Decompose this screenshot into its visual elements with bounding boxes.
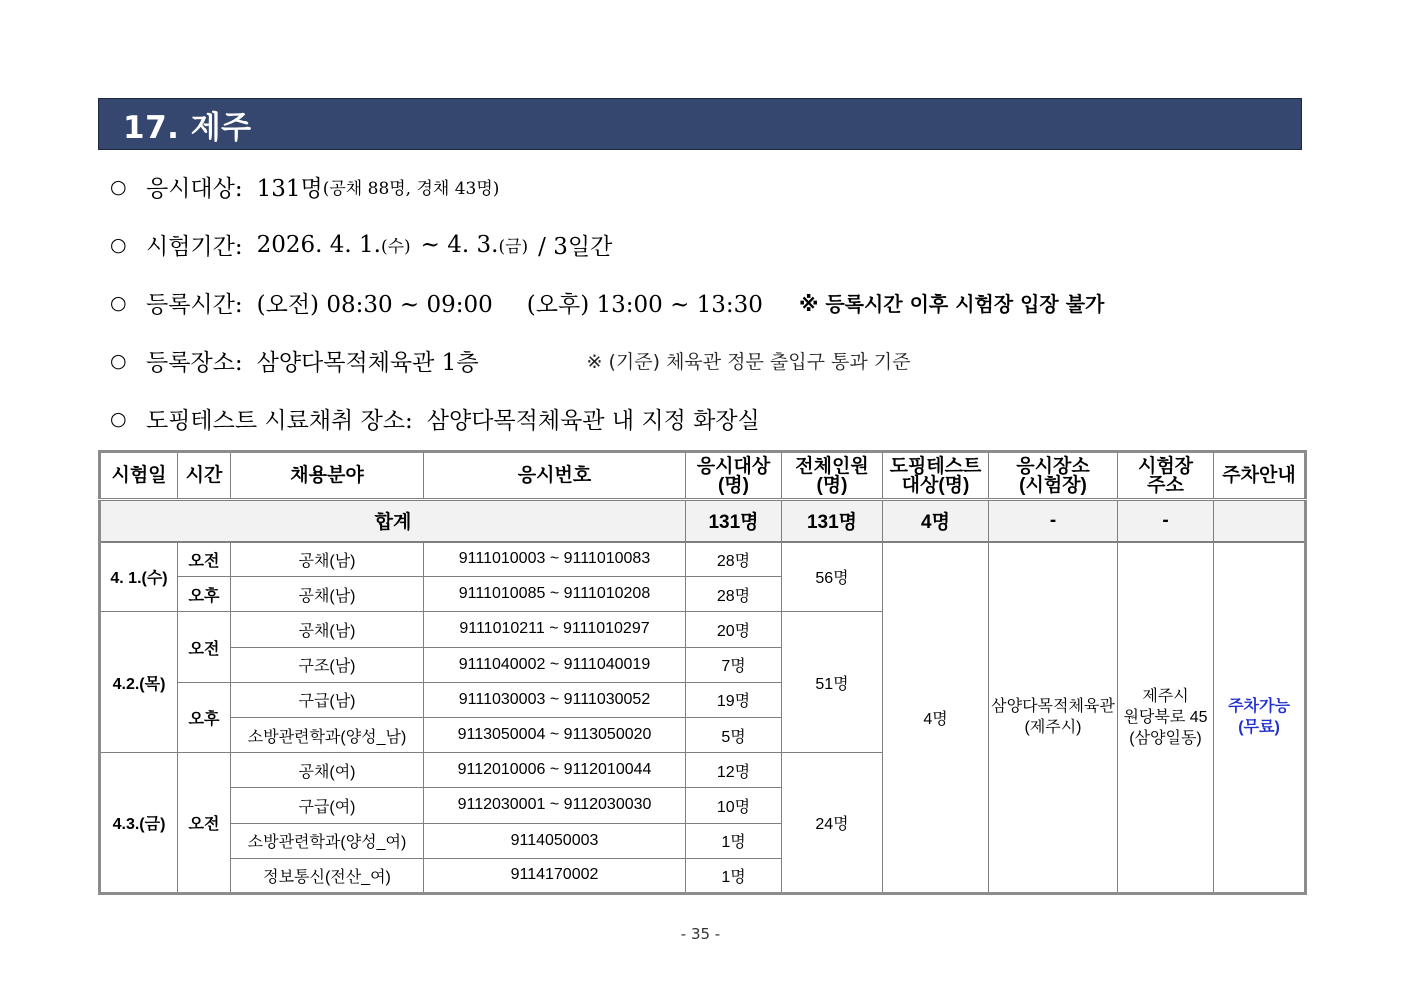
exam-time: 오전 — [178, 542, 231, 577]
header-address — [1118, 452, 1214, 500]
header-line: 응시장소 — [1016, 455, 1090, 477]
circle-bullet-icon: ○ — [110, 291, 127, 314]
field-cell: 구급(남) — [231, 682, 424, 717]
total-doping: 4명 — [883, 500, 989, 542]
exam-time: 오후 — [178, 577, 231, 612]
number-cell: 9111010085 ~ 9111010208 — [424, 577, 686, 612]
header-doping — [883, 452, 989, 500]
circle-bullet-icon: ○ — [110, 233, 127, 256]
period-duration: / 3일간 — [538, 234, 613, 260]
parking-line: (무료) — [1238, 719, 1280, 737]
bullet-registration-place — [110, 344, 911, 377]
field-cell: 공채(남) — [231, 612, 424, 647]
total-address: - — [1118, 500, 1214, 542]
total-row — [100, 500, 1306, 542]
field-cell: 소방관련학과(양성_남) — [231, 717, 424, 752]
section-title: 17. 제주 — [123, 109, 252, 146]
header-line: 시험장 — [1137, 455, 1194, 477]
table-row — [100, 542, 1306, 577]
exam-time: 오후 — [178, 682, 231, 752]
bullet-detail: (공채 88명, 경채 43명) — [322, 179, 500, 199]
registration-place: 삼양다목적체육관 1층 — [256, 350, 479, 376]
group-total: 56명 — [782, 542, 883, 612]
bullet-exam-period — [110, 228, 612, 261]
bullet-label: 도핑테스트 시료채취 장소: — [146, 408, 413, 434]
header-line: 도핑테스트 — [889, 455, 982, 477]
parking-line: 주차가능 — [1228, 698, 1290, 716]
bullet-label: 응시대상: — [146, 176, 243, 202]
applicants-cell: 1명 — [686, 858, 782, 893]
field-cell: 공채(여) — [231, 753, 424, 788]
bullet-applicants — [110, 170, 499, 203]
period-end: ~ 4. 3. — [420, 231, 499, 258]
doping-place: 삼양다목적체육관 내 지정 화장실 — [426, 408, 760, 434]
exam-time: 오전 — [178, 753, 231, 894]
group-total: 51명 — [782, 612, 883, 753]
exam-date: 4. 1.(수) — [100, 542, 178, 612]
header-line: (명) — [816, 474, 848, 496]
address-cell — [1118, 542, 1214, 894]
field-cell: 정보통신(전산_여) — [231, 858, 424, 893]
parking-cell — [1214, 542, 1306, 894]
applicants-cell: 7명 — [686, 647, 782, 682]
applicants-cell: 5명 — [686, 717, 782, 752]
applicants-cell: 12명 — [686, 753, 782, 788]
number-cell: 9113050004 ~ 9113050020 — [424, 717, 686, 752]
applicants-cell: 10명 — [686, 788, 782, 823]
header-time: 시간 — [178, 452, 231, 500]
total-applicants: 131명 — [686, 500, 782, 542]
field-cell: 공채(남) — [231, 577, 424, 612]
number-cell: 9111040002 ~ 9111040019 — [424, 647, 686, 682]
header-line: 대상(명) — [901, 474, 970, 496]
header-venue — [989, 452, 1118, 500]
field-cell: 공채(남) — [231, 542, 424, 577]
venue-cell — [989, 542, 1118, 894]
field-cell: 구조(남) — [231, 647, 424, 682]
total-all: 131명 — [782, 500, 883, 542]
bullet-label: 등록장소: — [146, 350, 243, 376]
address-line: 제주시 — [1142, 687, 1189, 705]
registration-place-note: ※ (기준) 체육관 정문 출입구 통과 기준 — [586, 351, 911, 373]
circle-bullet-icon: ○ — [110, 349, 127, 372]
venue-line: (제주시) — [1024, 719, 1082, 737]
number-cell: 9112030001 ~ 9112030030 — [424, 788, 686, 823]
number-cell: 9111030003 ~ 9111030052 — [424, 682, 686, 717]
header-date: 시험일 — [100, 452, 178, 500]
period-start: 2026. 4. 1. — [256, 231, 381, 258]
applicants-cell: 20명 — [686, 612, 782, 647]
total-label: 합계 — [100, 500, 686, 542]
circle-bullet-icon: ○ — [110, 407, 127, 430]
applicants-cell: 1명 — [686, 823, 782, 858]
bullet-registration-time — [110, 286, 1104, 319]
period-start-day: (수) — [380, 237, 411, 257]
bullet-value: 131명 — [256, 176, 323, 202]
number-cell: 9111010211 ~ 9111010297 — [424, 612, 686, 647]
header-parking: 주차안내 — [1214, 452, 1306, 500]
registration-note: ※ 등록시간 이후 시험장 입장 불가 — [798, 292, 1105, 316]
header-applicants — [686, 452, 782, 500]
bullet-label: 등록시간: — [146, 292, 243, 318]
header-number: 응시번호 — [424, 452, 686, 500]
header-line: 응시대상 — [696, 455, 771, 477]
header-line: (명) — [717, 474, 749, 496]
applicants-cell: 19명 — [686, 682, 782, 717]
group-total: 24명 — [782, 753, 883, 894]
exam-date: 4.2.(목) — [100, 612, 178, 753]
number-cell: 9114170002 — [424, 858, 686, 893]
applicants-cell: 28명 — [686, 542, 782, 577]
page-number: - 35 - — [680, 925, 721, 943]
header-line: (시험장) — [1019, 474, 1087, 496]
bullet-doping-place — [110, 402, 760, 435]
exam-schedule-table — [98, 450, 1307, 895]
field-cell: 구급(여) — [231, 788, 424, 823]
address-line: (삼양일동) — [1129, 729, 1202, 747]
number-cell: 9112010006 ~ 9112010044 — [424, 753, 686, 788]
address-line: 원당북로 45 — [1123, 708, 1208, 726]
number-cell: 9114050003 — [424, 823, 686, 858]
exam-date: 4.3.(금) — [100, 753, 178, 894]
table-header-row — [100, 452, 1306, 500]
exam-time: 오전 — [178, 612, 231, 682]
field-cell: 소방관련학과(양성_여) — [231, 823, 424, 858]
header-total — [782, 452, 883, 500]
header-line: 전체인원 — [795, 455, 869, 477]
registration-afternoon: (오후) 13:00 ~ 13:30 — [526, 292, 763, 318]
header-field: 채용분야 — [231, 452, 424, 500]
section-title-bar — [98, 98, 1302, 150]
applicants-cell: 28명 — [686, 577, 782, 612]
period-end-day: (금) — [498, 237, 529, 257]
total-parking — [1214, 500, 1306, 542]
total-venue: - — [989, 500, 1118, 542]
number-cell: 9111010003 ~ 9111010083 — [424, 542, 686, 577]
circle-bullet-icon: ○ — [110, 175, 127, 198]
registration-morning: (오전) 08:30 ~ 09:00 — [256, 292, 493, 318]
venue-line: 삼양다목적체육관 — [991, 698, 1115, 716]
header-line: 주소 — [1147, 474, 1184, 496]
bullet-label: 시험기간: — [146, 234, 243, 260]
doping-count: 4명 — [883, 542, 989, 894]
